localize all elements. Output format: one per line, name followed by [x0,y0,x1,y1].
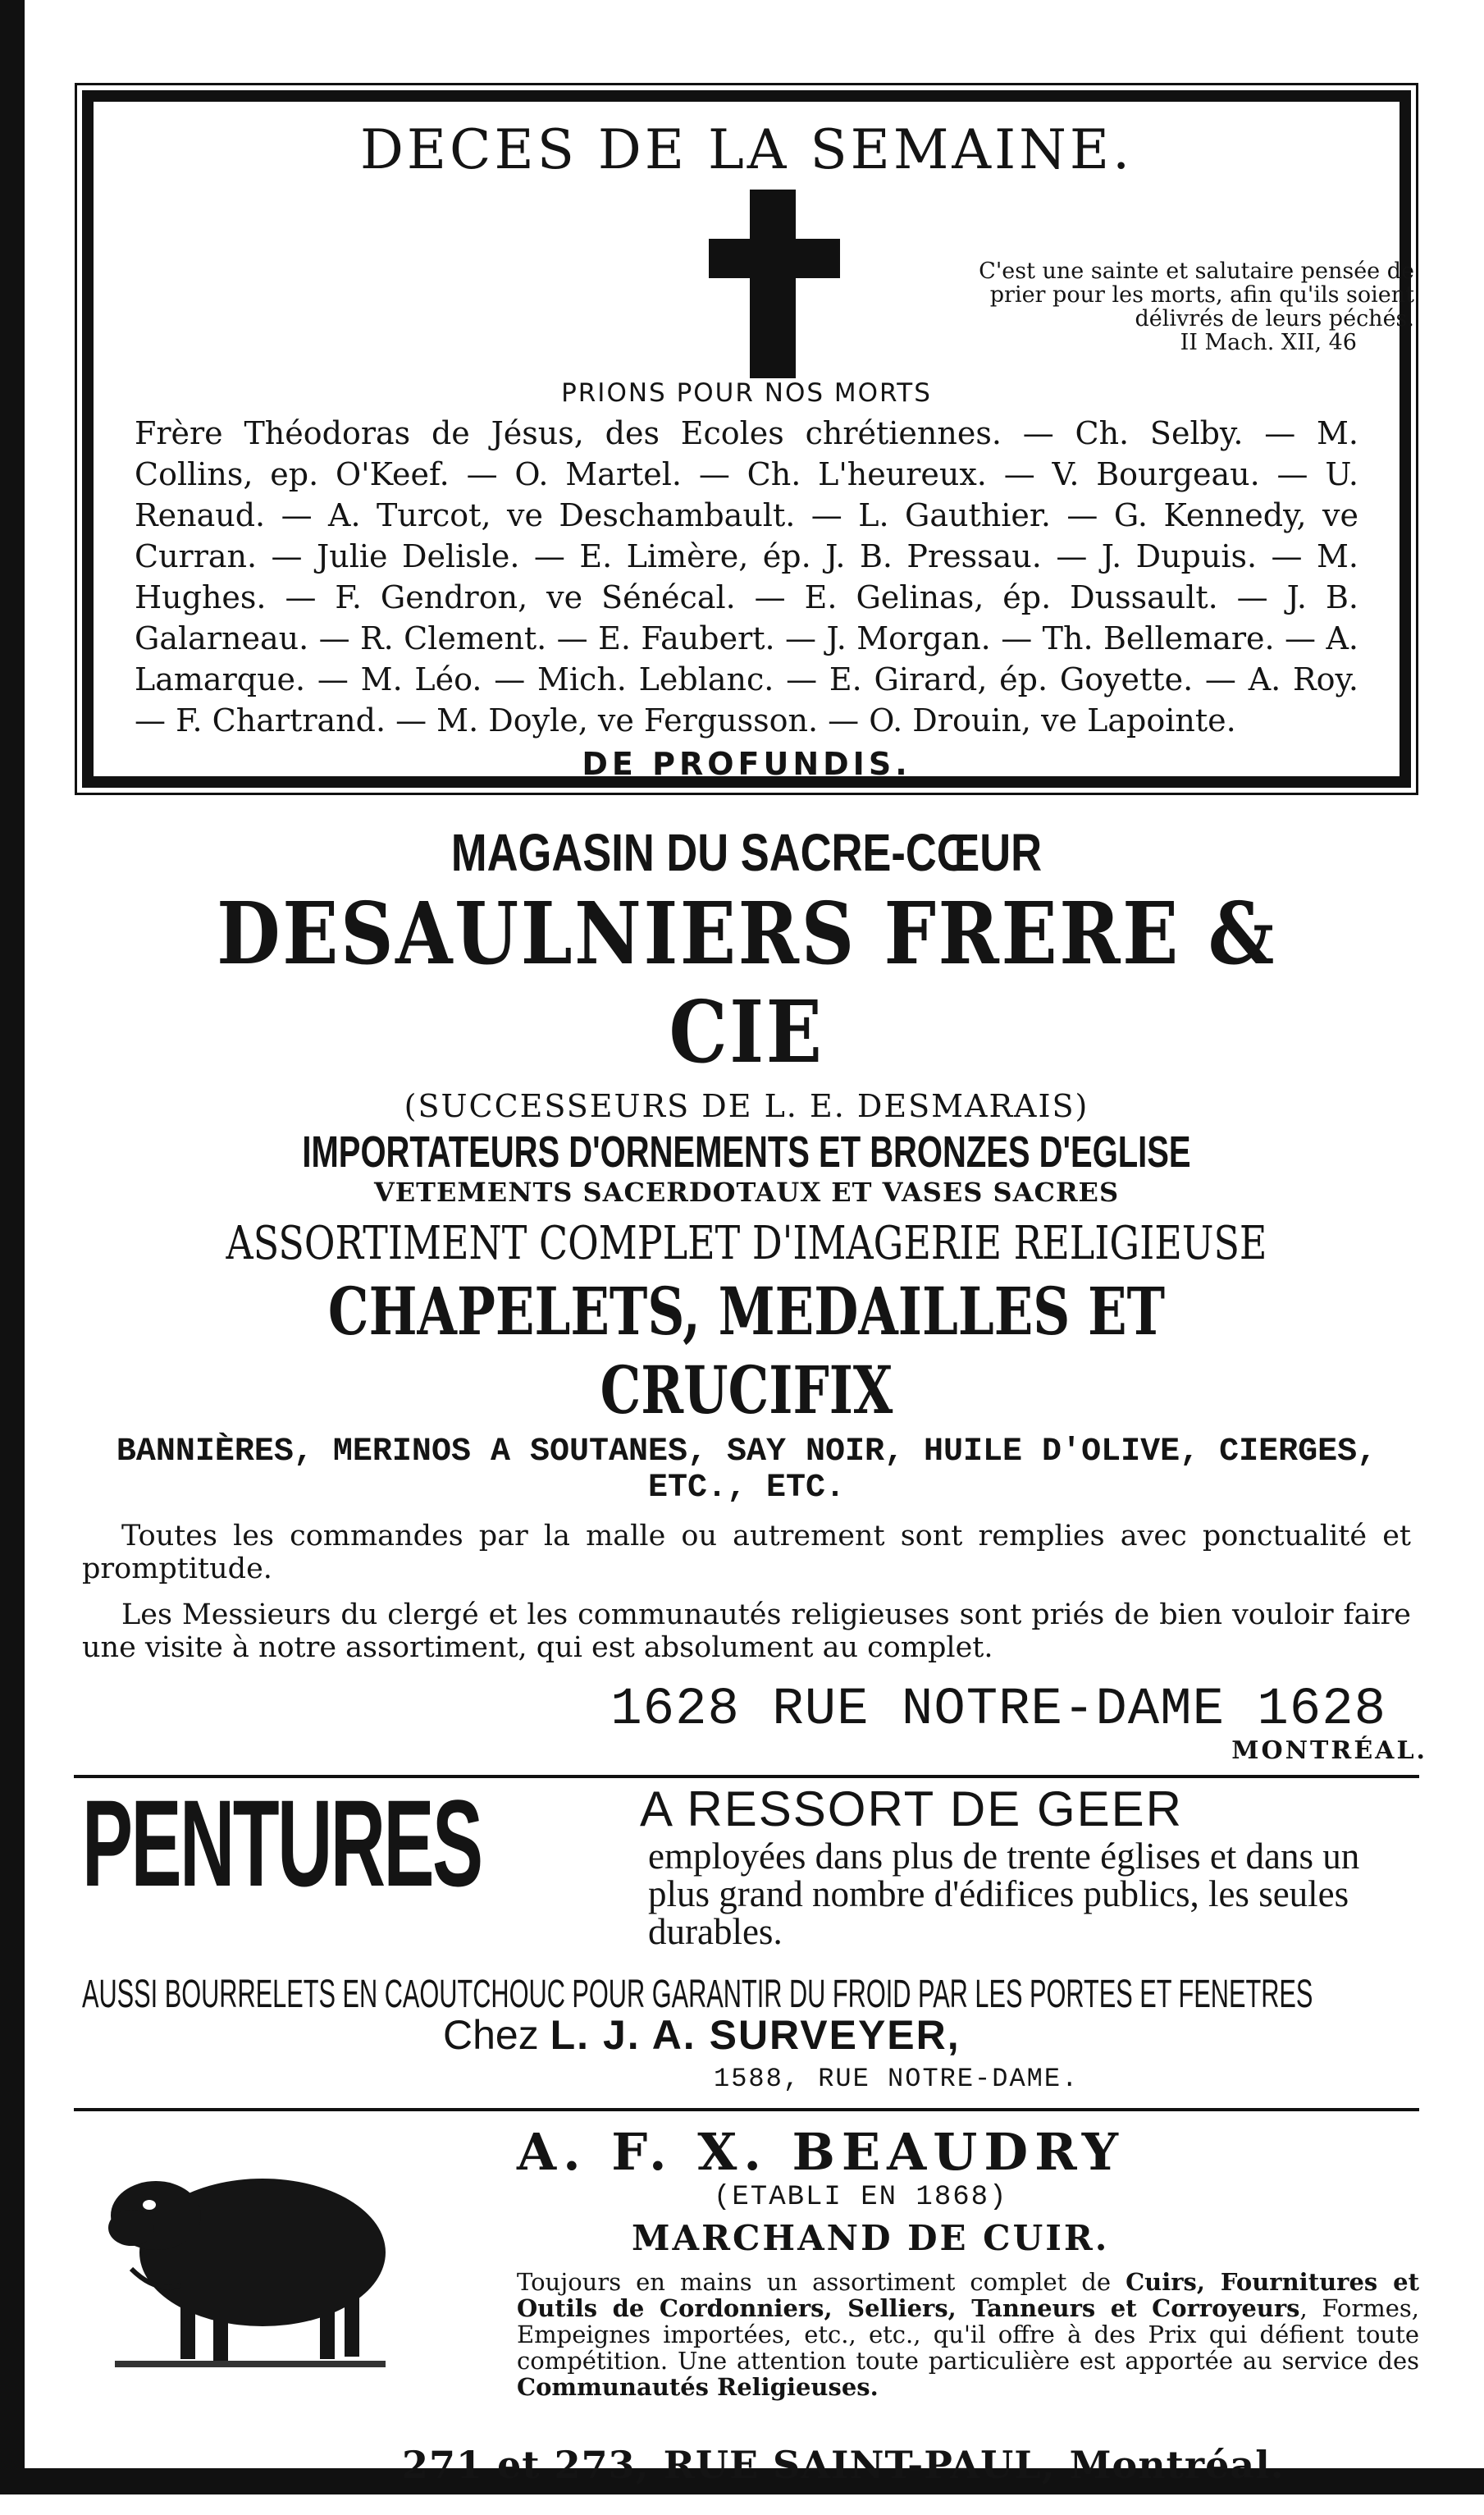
beaudry-text-a: Toujours en mains un assortiment complet de [517,2268,1126,2296]
banners-line: BANNIÈRES, MERINOS A SOUTANES, SAY NOIR, HUILE D'OLIVE, CIERGES, ETC., ETC. [116,1434,1377,1507]
beaudry-address: 271 et 273, RUE SAINT-PAUL, Montréal. [402,2443,1285,2487]
firm-name: DESAULNIERS FRERE & CIE [217,883,1276,1082]
quote-reference: II Mach. XII, 46 [1180,330,1357,355]
pentures-subhead: A RESSORT DE GEER [640,1781,1183,1836]
chaplets-line: CHAPELETS, MEDAILLES ET CRUCIFIX [327,1273,1166,1429]
orders-paragraph: Toutes les commandes par la malle ou autrement sont remplies avec ponctualité et promptitude. [82,1520,1411,1585]
beaudry-trade: MARCHAND DE CUIR. [632,2218,1110,2258]
newspaper-page [74,90,1427,2515]
store-address: 1628 RUE NOTRE-DAME 1628 [610,1680,1386,1740]
clergy-paragraph: Les Messieurs du clergé et les communautés religieuses sont priés de bien vouloir faire une visite à notre assortiment, qui est absolument au complet. [82,1598,1411,1664]
beaudry-text-c: , Formes, Empeignes importées, etc., etc., qu'il offre à des Prix qui défient toute compétition. Une attention toute particulière est apportée au service des [517,2294,1419,2375]
merchant-name: L. J. A. SURVEYER, [550,2012,961,2058]
vestments-line: VETEMENTS SACERDOTAUX ET VASES SACRES [373,1177,1120,1208]
scripture-quote [922,259,1414,354]
beaudry-description [517,2269,1419,2400]
de-profundis: DE PROFUNDIS. [582,746,911,782]
prayer-line: PRIONS POUR NOS MORTS [561,378,932,408]
deceased-names: Frère Théodoras de Jésus, des Ecoles chrétiennes. — Ch. Selby. — M. Collins, ep. O'Keef. — O. Martel. — Ch. L'heureux. — V. Bourgeau. — U. Renaud. — A. Turcot, ve Deschambault. — L. Gauthier. — G. Kennedy, ve Curran. — Julie Delisle. — E. Limère, ép. J. B. Pressau. — J. Dupuis. — M. Hughes. — F. Gendron, ve Sénécal. — E. Gelinas, ép. Dussault. — J. B. Galarneau. — R. Clement. — E. Faubert. — J. Morgan. — Th. Bellemare. — A. Lamarque. — M. Léo. — Mich. Leblanc. — E. Girard, ép. Goyette. — A. Roy. — F. Chartrand. — M. Doyle, ve Fergusson. — O. Drouin, ve Lapointe. [135,415,1358,738]
quote-text: C'est une sainte et salutaire pensée de prier pour les morts, afin qu'ils soient délivrés de leurs péchés. [979,258,1414,332]
chez-label: Chez [443,2012,539,2058]
deaths-header [135,181,1414,378]
importers-line: IMPORTATEURS D'ORNEMENTS ET BRONZES D'EGLISE [302,1127,1191,1177]
section-divider [74,2108,1419,2111]
deaths-notice [82,90,1414,788]
magasin-ad [74,821,1427,1765]
pentures-address: 1588, RUE NOTRE-DAME. [714,2064,1080,2094]
store-city: MONTRÉAL. [1231,1736,1427,1765]
page-border-left [0,0,25,2494]
beaudry-text-d: Communautés Religieuses. [517,2373,879,2401]
beaudry-established: (ETABLI EN 1868) [714,2182,1008,2213]
pentures-ad [74,1774,1419,2098]
sheep-icon [98,2146,394,2384]
cross-icon [709,190,840,378]
pentures-also: AUSSI BOURRELETS EN CAOUTCHOUC POUR GARANTIR DU FROID PAR LES PORTES ET FENETRES [82,1973,1313,2016]
successors-line: (SUCCESSEURS DE L. E. DESMARAIS) [404,1088,1089,1124]
deaths-title: DECES DE LA SEMAINE. [359,118,1134,181]
pentures-headline: PENTURES [82,1774,482,1912]
store-name: MAGASIN DU SACRE-CŒUR [450,823,1043,882]
beaudry-text-b: Cuirs, Fournitures et Outils de Cordonniers, Selliers, Tanneurs et Corroyeurs [517,2268,1419,2322]
beaudry-name: A. F. X. BEAUDRY [517,2122,1125,2182]
assortment-line: ASSORTIMENT COMPLET D'IMAGERIE RELIGIEUSE [226,1217,1267,1270]
pentures-description: employées dans plus de trente églises et dans un plus grand nombre d'édifices publics, les seules durables. [648,1836,1360,1952]
beaudry-ad [74,2121,1419,2515]
pentures-seller [443,2011,961,2059]
